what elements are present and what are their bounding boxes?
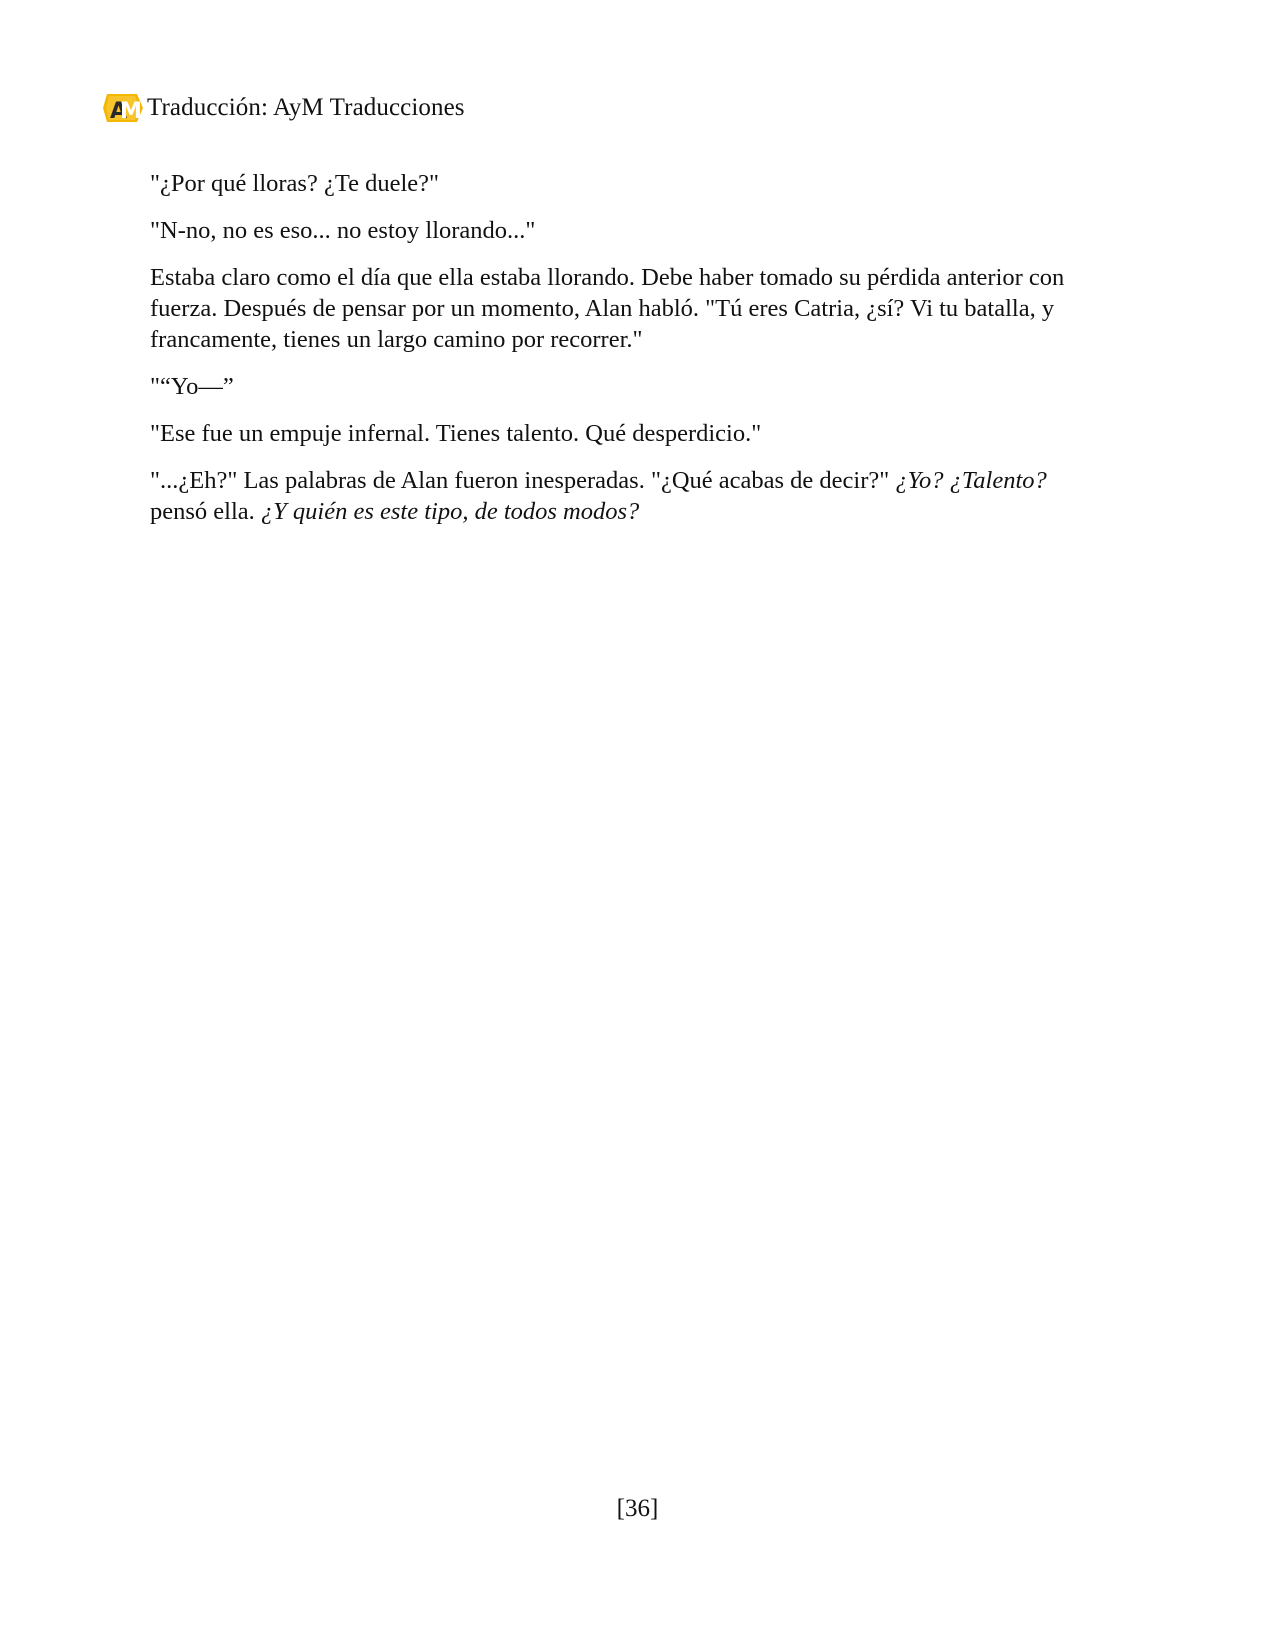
- page-number: [36]: [616, 1495, 659, 1522]
- header-title: Traducción: AyM Traducciones: [147, 94, 465, 121]
- paragraph: "¿Por qué lloras? ¿Te duele?": [150, 170, 440, 197]
- paragraph: [150, 465, 1110, 527]
- paragraph: Estaba claro como el día que ella estaba llorando. Debe haber tomado su pérdida anterior con fuerza. Después de pensar por un momento, Alan habló. "Tú eres Catria, ¿sí? Vi tu batalla, y francamente, tienes un largo camino por recorrer.": [150, 264, 1065, 353]
- page-header: [103, 88, 465, 128]
- italic-thought: ¿Y quién es este tipo, de todos modos?: [260, 498, 640, 525]
- paragraph: "N-no, no es eso... no estoy llorando...": [150, 217, 536, 244]
- svg-text:M: M: [120, 99, 138, 124]
- paragraph-text: pensó ella.: [150, 498, 261, 525]
- paragraph: "Ese fue un empuje infernal. Tienes talento. Qué desperdicio.": [150, 420, 762, 447]
- paragraph: "“Yo—”: [150, 373, 234, 400]
- italic-thought: ¿Yo? ¿Talento?: [895, 467, 1047, 494]
- paragraph-text: "...¿Eh?" Las palabras de Alan fueron inesperadas. "¿Qué acabas de decir?": [150, 467, 896, 494]
- aym-logo-icon: [103, 91, 143, 125]
- svg-text:A: A: [110, 99, 124, 124]
- body-text: [150, 168, 1110, 543]
